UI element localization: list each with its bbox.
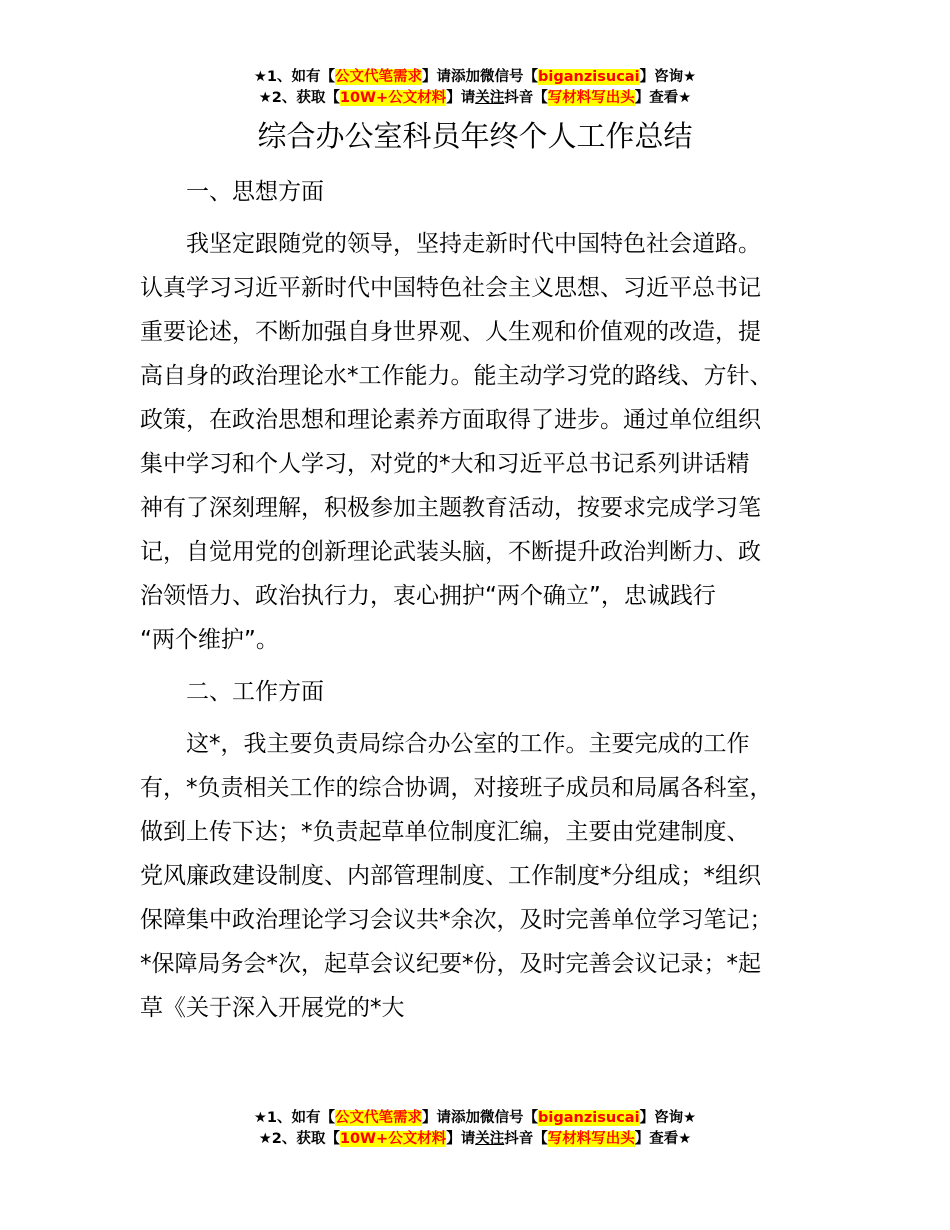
banner-line-2 <box>0 1129 950 1150</box>
banner-text: 】请 <box>446 1131 476 1147</box>
paragraph-line: “两个维护”。 <box>140 627 279 653</box>
paragraph-line: 保障集中政治理论学习会议共*余次，及时完善单位学习笔记； <box>140 907 773 933</box>
paragraph-line: 我坚定跟随党的领导，坚持走新时代中国特色社会道路。 <box>186 231 761 257</box>
paragraph-line: 治领悟力、政治执行力，衷心拥护“两个确立”，忠诚践行 <box>140 583 716 609</box>
banner-text: 】请添加微信号【 <box>422 1110 539 1126</box>
banner-text: 】请 <box>446 90 476 106</box>
paragraph-line: 有，*负责相关工作的综合协调，对接班子成员和局属各科室， <box>140 775 773 801</box>
section-heading-2: 二、工作方面 <box>186 679 324 705</box>
banner-text: 】咨询★ <box>639 69 697 85</box>
banner-highlight: 写材料写出头 <box>547 1131 635 1147</box>
section-paragraph-1 <box>140 222 840 662</box>
banner-text: 抖音【 <box>504 90 548 106</box>
paragraph-line: 神有了深刻理解，积极参加主题教育活动，按要求完成学习笔 <box>140 495 761 521</box>
banner-highlight: 公文代笔需求 <box>335 1110 423 1126</box>
banner-text: 抖音【 <box>504 1131 548 1147</box>
banner-highlight: 10W+公文材料 <box>339 1131 447 1147</box>
paragraph-line: 党风廉政建设制度、内部管理制度、工作制度*分组成；*组织 <box>140 863 761 889</box>
banner-line-1 <box>0 67 950 88</box>
paragraph-line: 高自身的政治理论水*工作能力。能主动学习党的路线、方针、 <box>140 363 773 389</box>
banner-underline: 关注 <box>475 1131 505 1147</box>
paragraph-line: *保障局务会*次，起草会议纪要*份，及时完善会议记录；*起 <box>140 951 761 977</box>
banner-highlight: 公文代笔需求 <box>335 69 423 85</box>
paragraph-line: 集中学习和个人学习，对党的*大和习近平总书记系列讲话精 <box>140 451 750 477</box>
banner-text: 】请添加微信号【 <box>422 69 539 85</box>
banner-text: 】咨询★ <box>639 1110 697 1126</box>
banner-underline: 关注 <box>475 90 505 106</box>
banner-highlight: 10W+公文材料 <box>339 90 447 106</box>
document-body <box>140 170 840 1030</box>
paragraph-line: 政策，在政治思想和理论素养方面取得了进步。通过单位组织 <box>140 407 761 433</box>
banner-text: ★1、如有【 <box>253 69 336 85</box>
banner-highlight: biganzisucai <box>538 1110 640 1126</box>
paragraph-line: 记，自觉用党的创新理论武装头脑，不断提升政治判断力、政 <box>140 539 761 565</box>
section-paragraph-2 <box>140 722 840 1030</box>
banner-highlight: 写材料写出头 <box>547 90 635 106</box>
paragraph-line: 认真学习习近平新时代中国特色社会主义思想、习近平总书记 <box>140 275 761 301</box>
paragraph-line: 这*，我主要负责局综合办公室的工作。主要完成的工作 <box>186 731 750 757</box>
banner-line-1 <box>0 1108 950 1129</box>
banner-text: ★2、获取【 <box>258 90 340 106</box>
footer-banner <box>0 1108 950 1150</box>
banner-text: 】查看★ <box>634 90 692 106</box>
paragraph-line: 重要论述，不断加强自身世界观、人生观和价值观的改造，提 <box>140 319 761 345</box>
document-title: 综合办公室科员年终个人工作总结 <box>257 119 693 153</box>
banner-text: ★1、如有【 <box>253 1110 336 1126</box>
header-banner <box>0 67 950 109</box>
banner-line-2 <box>0 88 950 109</box>
paragraph-line: 草《关于深入开展党的*大 <box>140 995 405 1021</box>
section-heading-1: 一、思想方面 <box>186 179 324 205</box>
paragraph-line: 做到上传下达；*负责起草单位制度汇编，主要由党建制度、 <box>140 819 750 845</box>
banner-text: ★2、获取【 <box>258 1131 340 1147</box>
banner-text: 】查看★ <box>634 1131 692 1147</box>
banner-highlight: biganzisucai <box>538 69 640 85</box>
